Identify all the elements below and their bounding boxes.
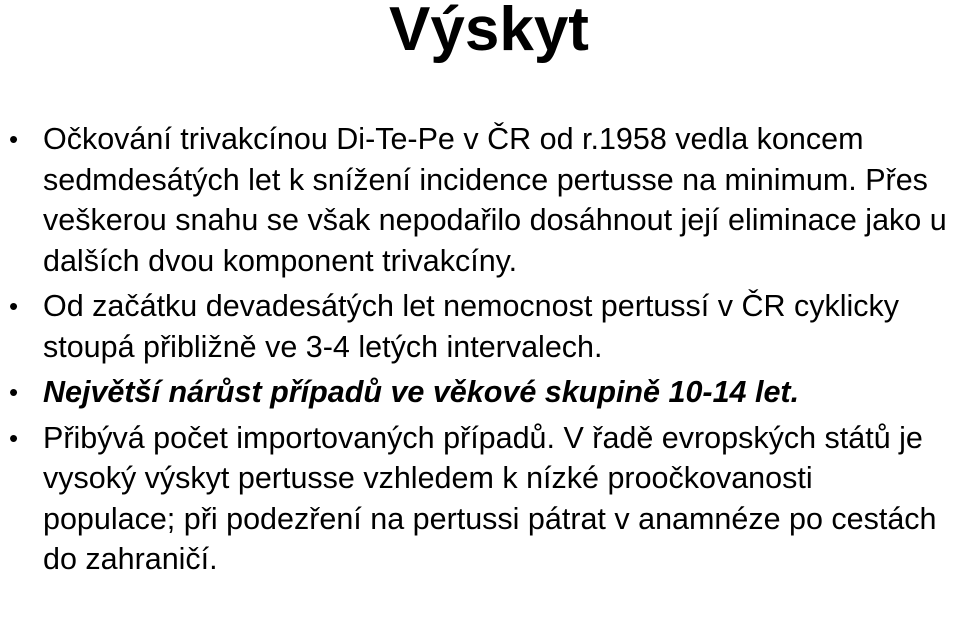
bullet-icon: • [9, 377, 19, 407]
bullet-icon: • [9, 291, 19, 321]
bullet-list [0, 119, 950, 580]
bullet-text: Přibývá počet importovaných případů. V řadě evropských států je vysoký výskyt pertusse vzhledem k nízké proočkovanosti populace; při podezření na pertussi pátrat v anamnéze po cestách do zahraničí. [43, 420, 937, 576]
bullet-icon: • [9, 422, 19, 453]
bullet-text: Od začátku devadesátých let nemocnost pertussí v ČR cyklicky stoupá přibližně ve 3-4 letých intervalech. [43, 289, 900, 364]
bullet-item-age-group [0, 372, 950, 413]
bullet-icon: • [9, 124, 19, 154]
bullet-item-imported-cases [0, 418, 950, 580]
bullet-item-cyclic-increase [0, 286, 950, 367]
bullet-text-emphasized: Největší nárůst případů ve věkové skupině 10-14 let. [43, 375, 800, 409]
bullet-text: Očkování trivakcínou Di-Te-Pe v ČR od r.1958 vedla koncem sedmdesátých let k snížení incidence pertusse na minimum. Přes veškerou snahu se však nepodařilo dosáhnout její eliminace jako u dalších dvou komponent trivakcíny. [43, 122, 947, 278]
slide-title: Výskyt [389, 0, 589, 64]
bullet-item-vaccination [0, 119, 950, 281]
